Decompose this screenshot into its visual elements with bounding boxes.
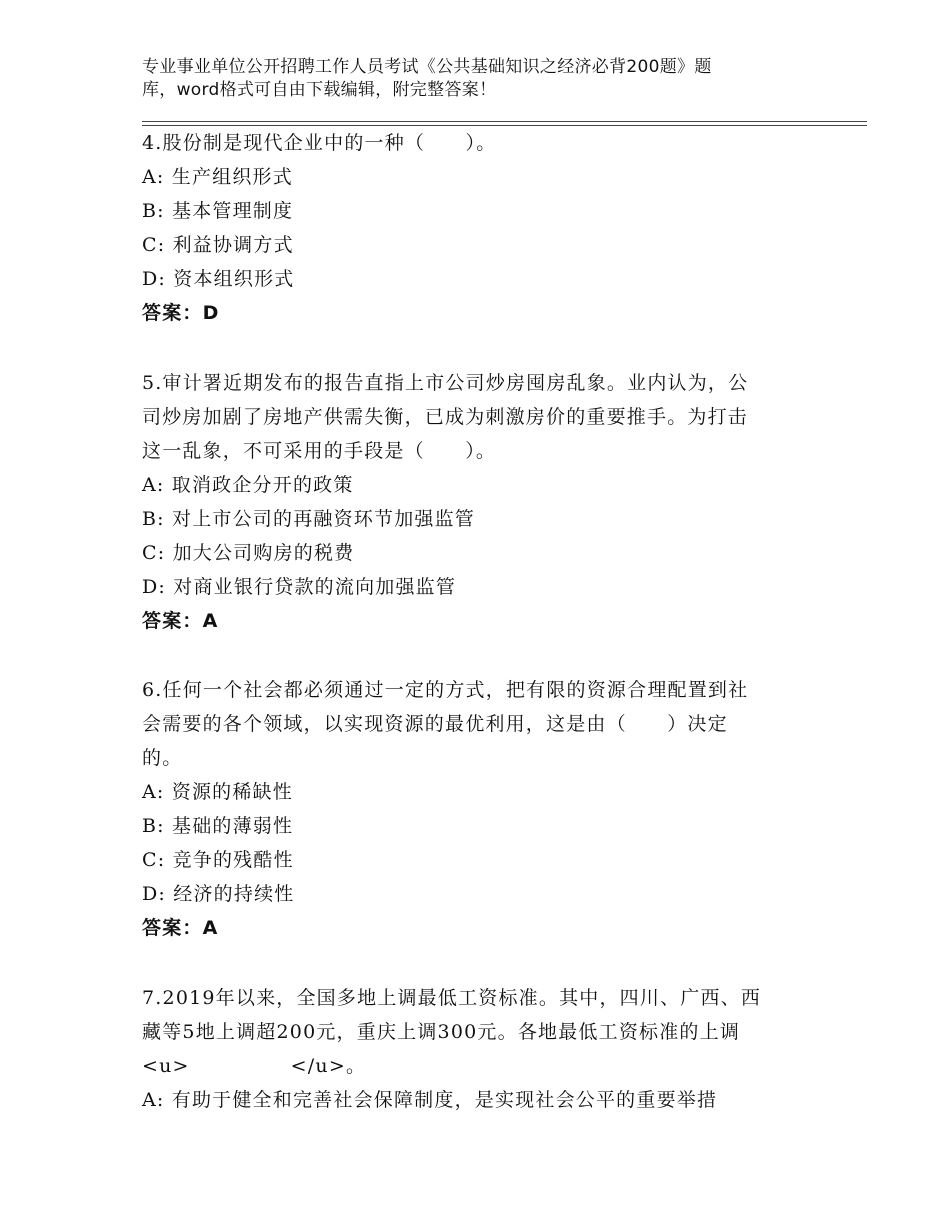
question-stem-line-3: 的。 <box>142 747 183 769</box>
question-5 <box>142 366 802 638</box>
option-d: D: 资本组织形式 <box>142 268 295 290</box>
option-a: A: 有助于健全和完善社会保障制度，是实现社会公平的重要举措 <box>142 1089 718 1111</box>
question-stem-line-2: 司炒房加剧了房地产供需失衡，已成为刺激房价的重要推手。为打击 <box>142 406 749 428</box>
question-stem-line-1: 7.2019年以来，全国多地上调最低工资标准。其中，四川、广西、西 <box>142 987 762 1009</box>
option-a: A: 生产组织形式 <box>142 166 293 188</box>
option-c: C: 加大公司购房的税费 <box>142 542 355 564</box>
question-stem-line-2: 藏等5地上调超200元，重庆上调300元。各地最低工资标准的上调 <box>142 1021 741 1043</box>
option-d: D: 经济的持续性 <box>142 883 295 905</box>
question-stem-line-1: 6.任何一个社会都必须通过一定的方式，把有限的资源合理配置到社 <box>142 679 749 701</box>
option-d: D: 对商业银行贷款的流向加强监管 <box>142 576 457 598</box>
question-4 <box>142 126 802 330</box>
question-stem-line-1: 5.审计署近期发布的报告直指上市公司炒房囤房乱象。业内认为，公 <box>142 372 749 394</box>
option-b: B: 基础的薄弱性 <box>142 815 294 837</box>
question-stem-line-3: 这一乱象，不可采用的手段是（ ）。 <box>142 440 497 462</box>
option-a: A: 取消政企分开的政策 <box>142 474 354 496</box>
document-header <box>142 56 782 102</box>
header-line-1: 专业事业单位公开招聘工作人员考试《公共基础知识之经济必背200题》题 <box>142 57 712 77</box>
option-a: A: 资源的稀缺性 <box>142 781 293 803</box>
question-stem-line-3: <u> </u>。 <box>142 1055 367 1077</box>
option-c: C: 利益协调方式 <box>142 234 294 256</box>
question-7 <box>142 981 802 1117</box>
answer-label: 答案：D <box>142 302 220 324</box>
question-stem: 4.股份制是现代企业中的一种（ ）。 <box>142 132 497 154</box>
question-6 <box>142 673 802 945</box>
option-c: C: 竞争的残酷性 <box>142 849 294 871</box>
header-divider-top <box>142 121 867 122</box>
answer-label: 答案：A <box>142 917 219 939</box>
question-stem-line-2: 会需要的各个领域，以实现资源的最优利用，这是由（ ）决定 <box>142 713 728 735</box>
header-line-2: 库，word格式可自由下载编辑，附完整答案！ <box>142 80 497 100</box>
option-b: B: 基本管理制度 <box>142 200 294 222</box>
answer-label: 答案：A <box>142 610 219 632</box>
option-b: B: 对上市公司的再融资环节加强监管 <box>142 508 476 530</box>
